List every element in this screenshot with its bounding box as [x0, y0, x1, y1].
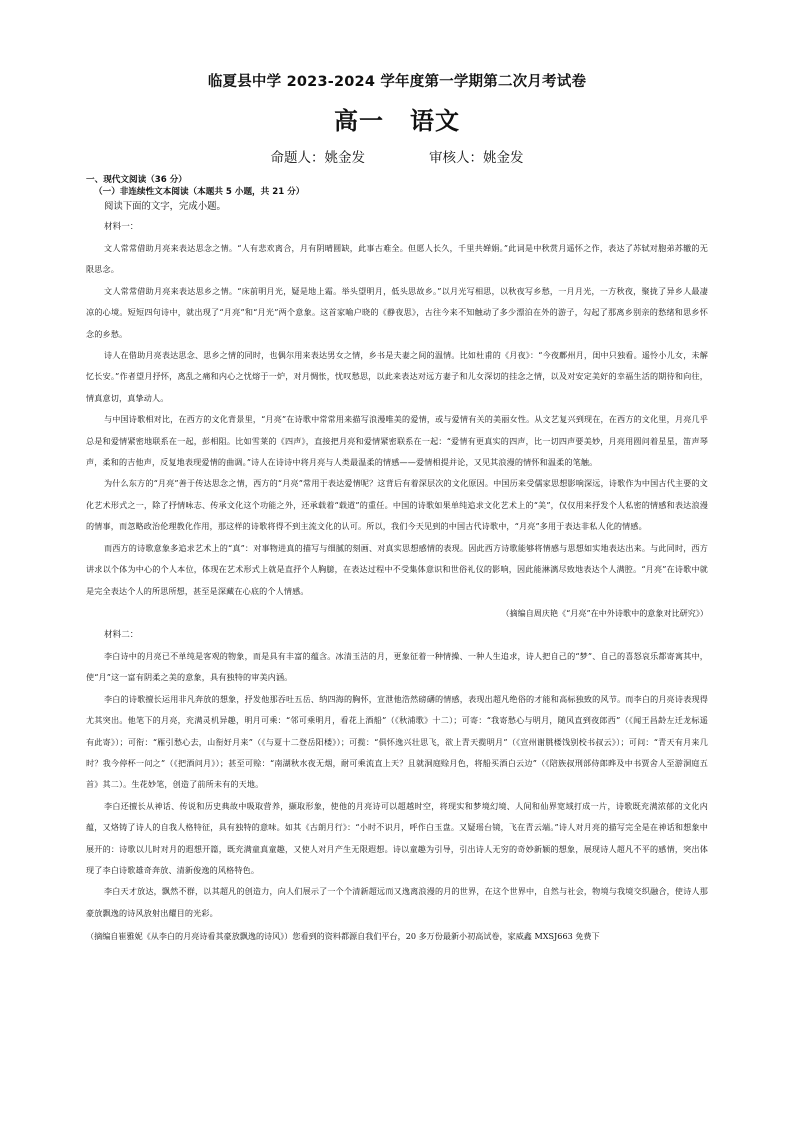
material-one-paragraph: 诗人在借助月亮表达思念、思乡之情的同时，也偶尔用来表达男女之情，乡书是夫妻之间的温情。比如杜甫的《月夜》：“今夜鄜州月，闺中只独看。遥怜小儿女，未解忆长安。”作者望月抒怀，离乱之痛和内心之忧熔于一炉，对月惆怅，忧叹愁思，以此来表达对远方妻子和儿女深切的挂念之情，以及对安定美好的幸福生活的期待和向往，情真意切，真挚动人。	[86, 350, 708, 403]
material-two-source-footer: （摘编自崔雅妮《从李白的月亮诗看其豪放飘逸的诗风》）您看到的资料都源自我们平台，20 多万份最新小初高试卷，家威鑫 MXSJ663 免费下	[86, 931, 600, 942]
material-one-paragraph: 文人常常借助月亮来表达思乡之情。“床前明月光，疑是地上霜。举头望明月，低头思故乡。”以月光写相思，以秋夜写乡愁，一月月光，一方秋夜，聚拢了异乡人最凄凉的心境。短短四句诗中，就出现了“月亮”和“月光”两个意象。这首家喻户晓的《静夜思》，古往今来不知触动了多少漂泊在外的游子，勾起了那离乡别亲的愁绪和思乡怀念的乡愁。	[86, 285, 708, 339]
reading-instruction: 阅读下面的文字，完成小题。	[104, 201, 226, 212]
material-one-paragraph: 文人常常借助月亮来表达思念之情。“人有悲欢离合，月有阴晴圆缺，此事古难全。但愿人长久，千里共婵娟。”此词是中秋赏月遥怀之作，表达了苏轼对胞弟苏辙的无限思念。	[86, 243, 708, 275]
authors-line	[86, 146, 708, 166]
material-two-paragraph: 李白天才放达，飘然不群，以其超凡的创造力，向人们展示了一个个清新超远而又逸离浪漫的月的世界，在这个世界中，自然与社会，物境与我境交织融合，使诗人那豪放飘逸的诗风放射出耀目的光彩。	[86, 886, 708, 918]
material-two-paragraph: 李白诗中的月亮已不单纯是客观的物象，而是具有丰富的蕴含。冰清玉洁的月，更象征着一种情操、一种人生追求，诗人把自己的“梦”、自己的喜怒哀乐都寄寓其中，使“月”这一富有阴柔之美的意象，具有独特的审美内涵。	[86, 650, 708, 683]
material-two-label: 材料二：	[104, 629, 139, 640]
setter-label: 命题人：姚金发	[270, 150, 365, 166]
exam-title: 临夏县中学 2023-2024 学年度第一学期第二次月考试卷	[207, 74, 587, 90]
material-two-paragraph: 李白的诗歌擅长运用非凡奔放的想象，抒发他那吞吐五岳、纳四海的胸怀，宣泄他浩然磅礴的情感，表现出超凡绝俗的才能和高标独致的风节。而李白的月亮诗表现得尤其突出。他笔下的月亮，充满灵机异趣，明月可乘：“邻可乘明月，看花上酒船”（《秋浦歌》十二）；可寄：“我寄愁心与明月，随风直到夜郎西”（《闻王昌龄左迁龙标遥有此寄》）；可衔：“雁引愁心去，山衔好月来”（《与夏十二登岳阳楼》）；可揽：“俱怀逸兴壮思飞，欲上青天揽明月”（《宣州谢朓楼饯别校书叔云》）；可问：“青天有月来几时？我今停杯一问之”（《把酒问月》）；甚至可赊：“南湖秋水夜无烟，耐可乘流直上天？且就洞庭赊月色，将船买酒白云边”（《陪族叔刑部侍郎晔及中书贾舍人至游洞庭五首》其二）。生花妙笔，创造了前所未有的天地。	[86, 693, 708, 790]
material-two-paragraph: 李白还擅长从神话、传说和历史典故中吸取营养，撷取形象，使他的月亮诗可以超越时空，将现实和梦境幻境、人间和仙界宽域打成一片，诗歌既充满浓郁的文化内蕴，又烙铸了诗人的自我人格特征，具有独特的意味。如其《古朗月行》：“小时不识月，呼作白玉盘。又疑瑶台镜，飞在青云端。”诗人对月亮的描写完全是在神话和想象中展开的：诗歌以儿时对月的遐想开篇，既充满童真童趣，又使人对月产生无限遐想。诗以童趣为引导，引出诗人无穷的奇妙新颖的想象，展现诗人超凡不平的感情，突出体现了李白诗歌雄奇奔放、清新俊逸的风格特色。	[86, 800, 708, 875]
material-one-paragraph: 为什么东方的“月亮”善于传达思念之情，西方的“月亮”常用于表达爱情呢？这背后有着深层次的文化原因。中国历来受儒家思想影响深远，诗歌作为中国古代主要的文化艺术形式之一，除了抒情咏志、传承文化这个功能之外，还承载着“载道”的重任。中国的诗歌如果单纯追求文化艺术上的“美”，仅仅用来抒发个人私密的情感和表达浪漫的情事，而忽略政治伦理教化作用，那这样的诗歌将得不到主流文化的认可。所以，我们今天见到的中国古代诗歌中，“月亮”多用于表达非私人化的情感。	[86, 478, 708, 532]
material-one-source: （摘编自周庆艳《“月亮”在中外诗歌中的意象对比研究》）	[501, 607, 708, 618]
reviewer-label: 审核人：姚金发	[429, 150, 524, 166]
subject-label: 语文	[410, 107, 460, 135]
section-heading: 一、现代文阅读（36 分）	[86, 175, 187, 185]
material-one-paragraph: 与中国诗歌相对比，在西方的文化背景里，“月亮”在诗歌中常常用来描写浪漫唯美的爱情，或与爱情有关的美丽女性。从文艺复兴到现在，在西方的文化里，月亮几乎总是和爱情紧密地联系在一起，彭相阻。比如雪莱的《四声》，直接把月亮和爱情紧密联系在一起：“爱情有更真实的四声，比一切四声要美妙，月亮用圆问着星星，笛声琴声，柔和的吉他声，反复地表现爱情的曲调。”诗人在诗诗中将月亮与人类最温柔的情感——爱情相提并论，又见其浪漫的情怀和温柔的笔触。	[86, 414, 708, 468]
material-one-paragraph: 而西方的诗歌意象多追求艺术上的“真”：对事物进真的描写与细腻的刻画、对真实思想感情的表现。因此西方诗歌能够将情感与思想如实地表达出来。与此同时，西方讲求以个体为中心的个人本位，体现在艺术形式上就是直抒个人胸臆，在表达过程中不受集体意识和世俗礼仪的影响，因此能淋漓尽致地表达个人满腔。“月亮”在诗歌中就是完全表达个人的所思所想，甚至是深藏在心底的个人情感。	[86, 542, 708, 596]
material-one-label: 材料一：	[104, 222, 139, 232]
section-subheading: （一）非连续性文本阅读（本题共 5 小题，共 21 分）	[94, 187, 305, 197]
subject-heading	[86, 101, 708, 136]
grade-label: 高一	[334, 107, 384, 135]
